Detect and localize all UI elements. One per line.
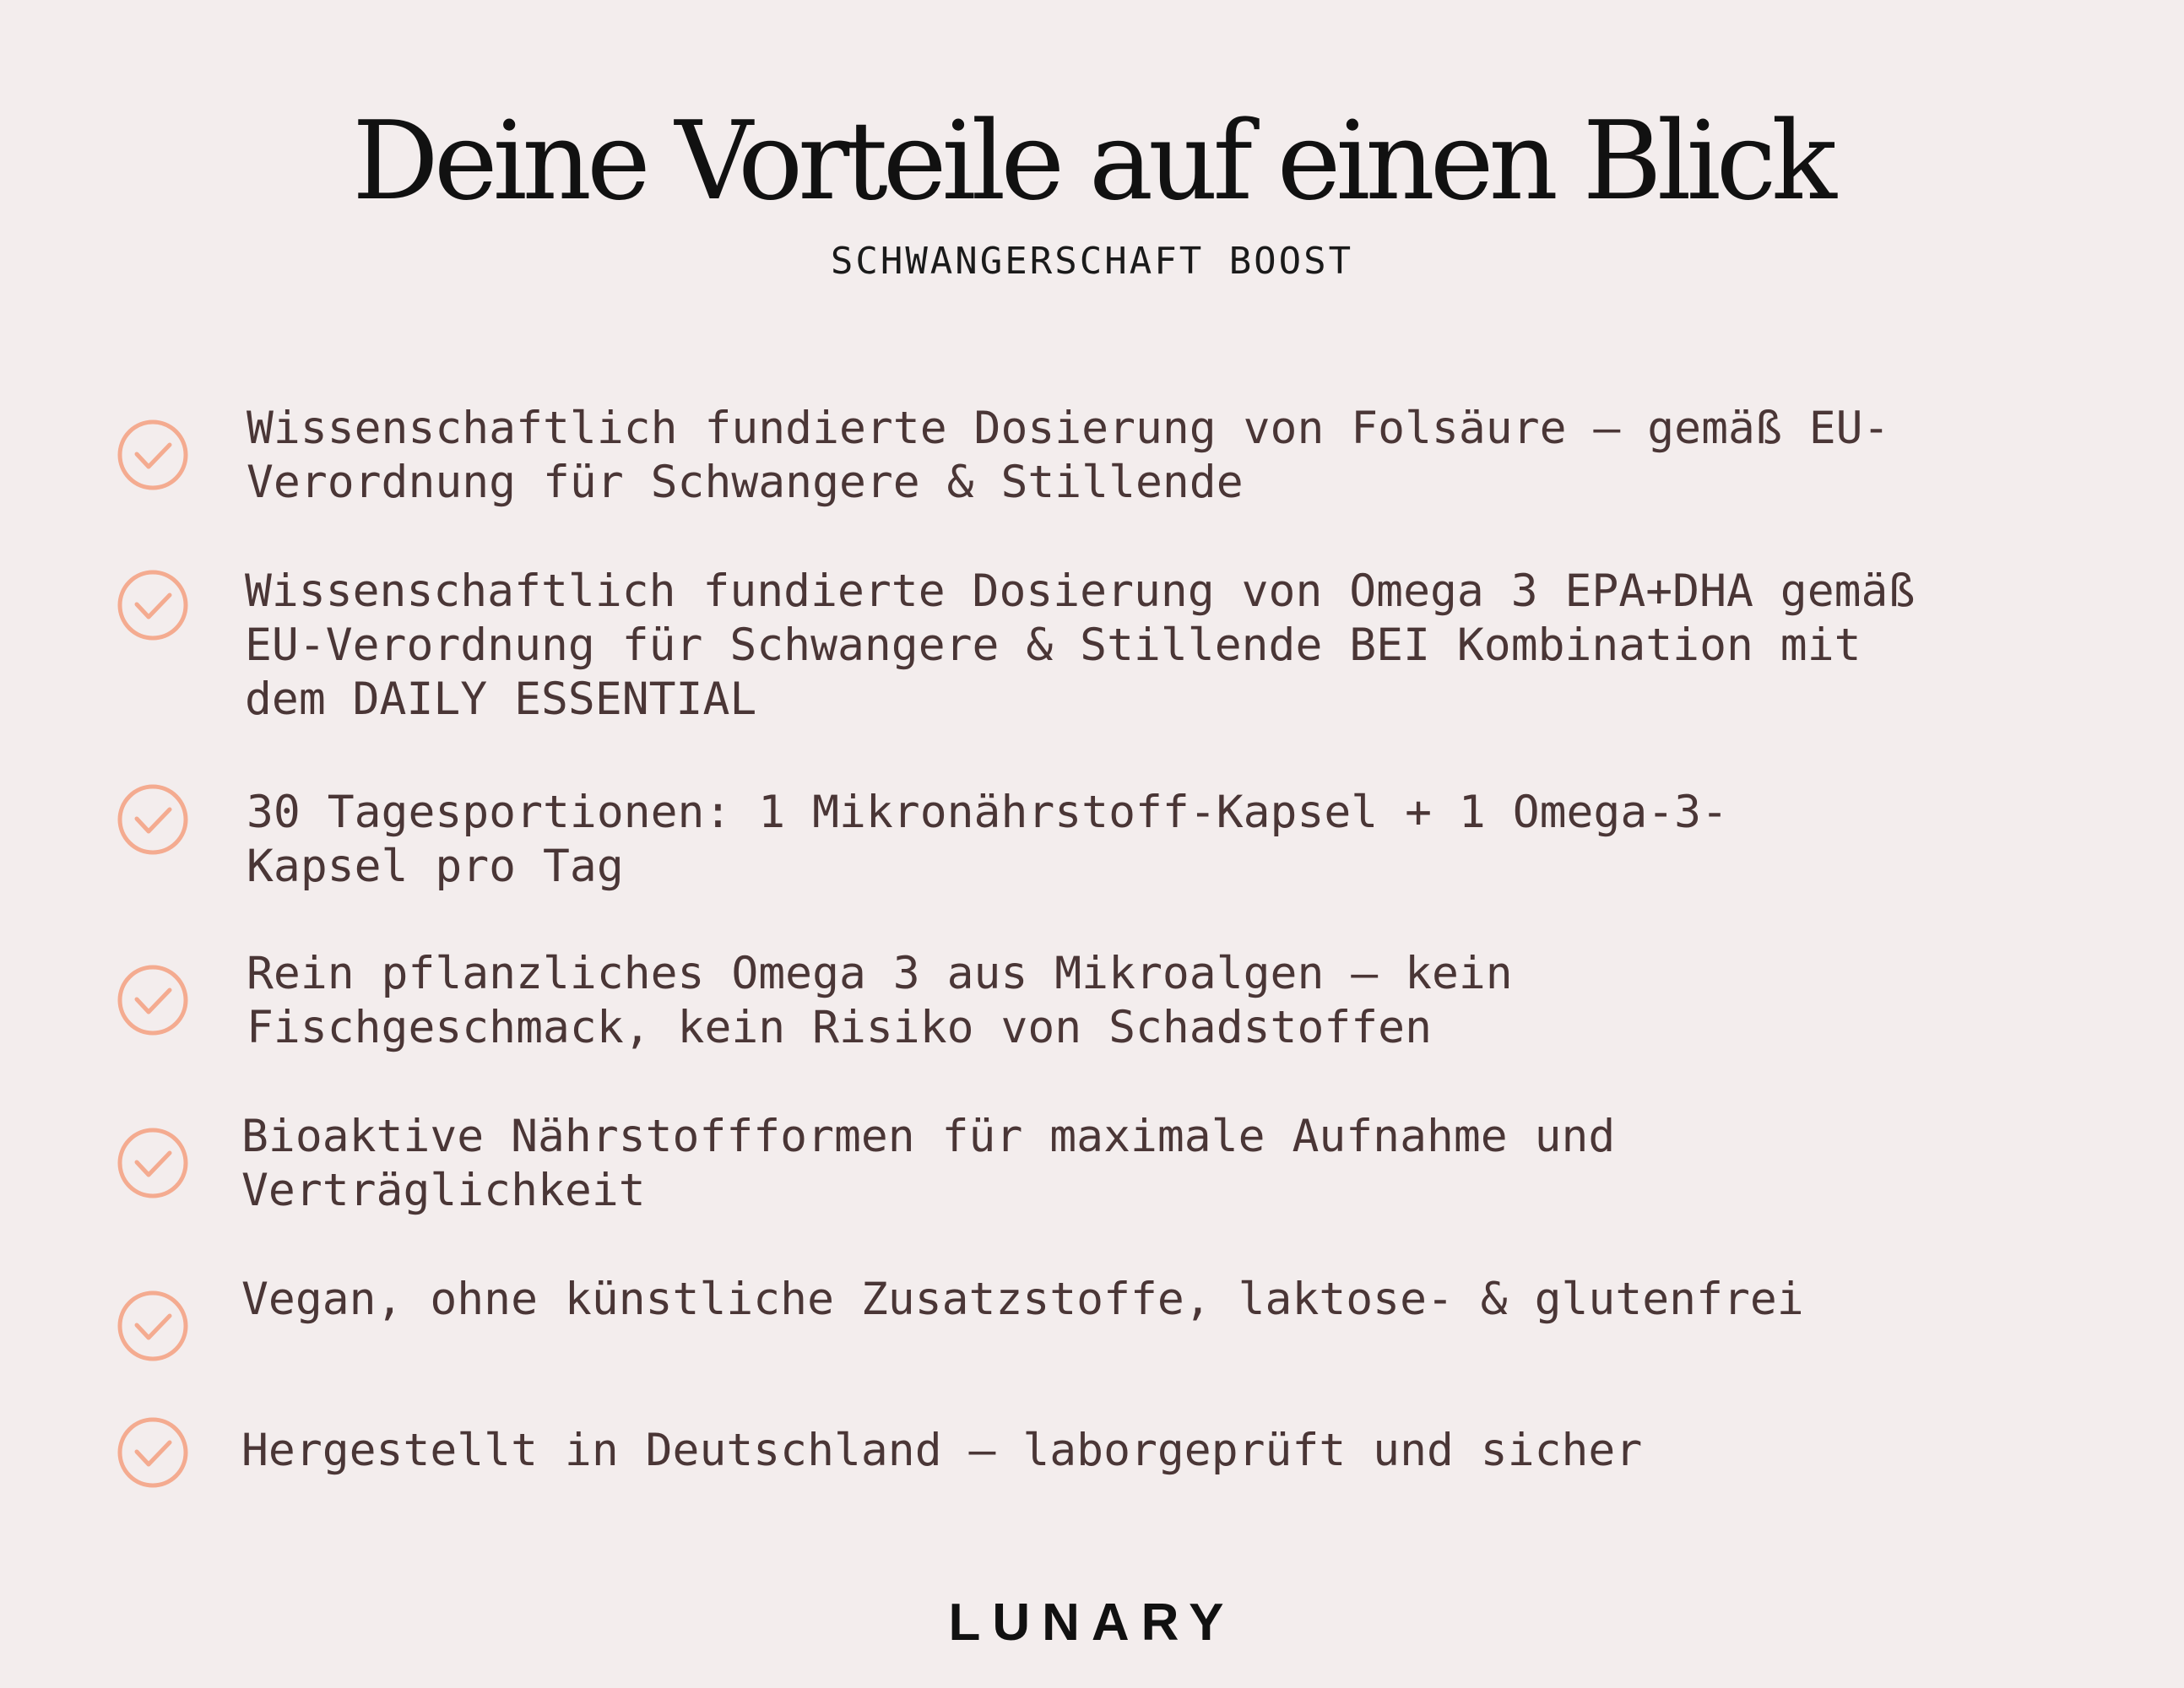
check-circle-icon: [117, 1416, 189, 1489]
check-circle-icon: [117, 419, 189, 491]
check-circle-icon: [117, 1127, 189, 1199]
check-circle-icon: [117, 569, 189, 641]
brand-logo: LUNARY: [948, 1593, 1236, 1652]
page-title: Deine Vorteile auf einen Blick: [352, 99, 1832, 225]
check-circle-icon: [117, 783, 189, 856]
benefit-text: Hergestellt in Deutschland – laborgeprüft und sicher: [241, 1425, 1643, 1476]
benefit-text: Rein pflanzliches Omega 3 aus Mikroalgen – kein Fischgeschmack, kein Risiko von Schadstoffen: [247, 948, 1513, 1053]
check-circle-icon: [117, 964, 189, 1036]
benefit-text: 30 Tagesportionen: 1 Mikronährstoff-Kapsel + 1 Omega-3- Kapsel pro Tag: [247, 787, 1728, 892]
benefit-text: Wissenschaftlich fundierte Dosierung von Omega 3 EPA+DHA gemäß EU-Verordnung für Schwangere & Stillende BEI Kombination mit dem DAILY ESSENTIAL: [245, 565, 1916, 725]
check-circle-icon: [117, 1290, 189, 1362]
page-subtitle: SCHWANGERSCHAFT BOOST: [830, 240, 1354, 283]
benefit-text: Vegan, ohne künstliche Zusatzstoffe, laktose- & glutenfrei: [241, 1274, 1804, 1325]
benefit-text: Wissenschaftlich fundierte Dosierung von Folsäure – gemäß EU- Verordnung für Schwangere & Stillende: [247, 403, 1890, 508]
benefit-text: Bioaktive Nährstoffformen für maximale Aufnahme und Verträglichkeit: [241, 1111, 1616, 1216]
